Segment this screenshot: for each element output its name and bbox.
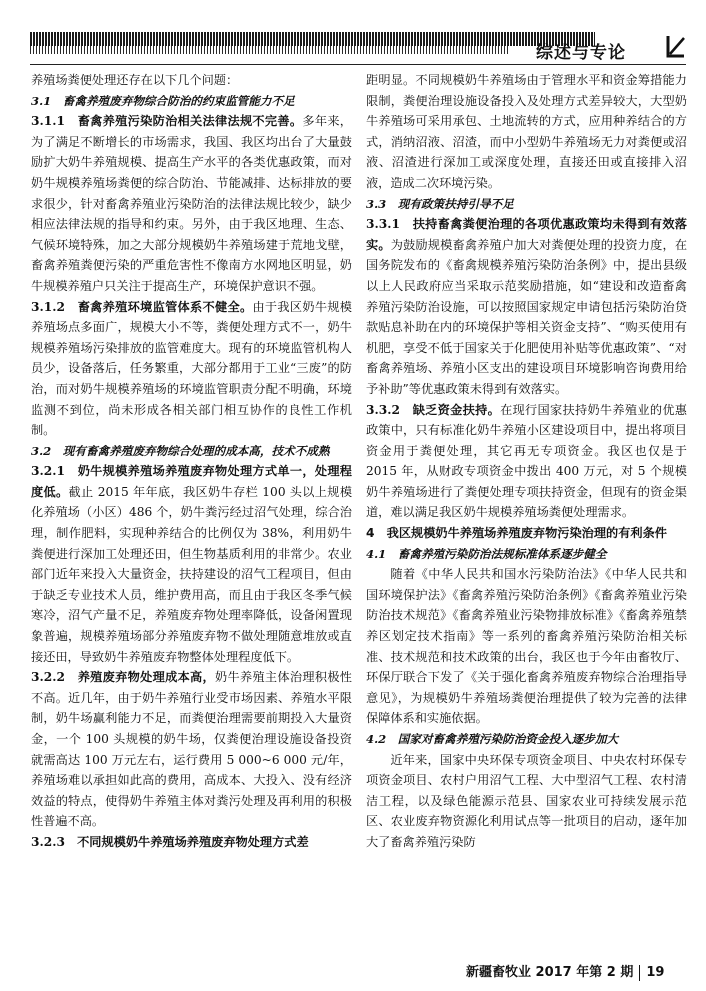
paragraph-3-2-2 bbox=[31, 667, 352, 832]
header-decor-bar bbox=[30, 32, 595, 46]
heading-4-2: 4.2 国家对畜禽养殖污染防治资金投入逐步加大 bbox=[366, 732, 619, 746]
text-3-3-2: 在现行国家扶持奶牛养殖业的优惠政策中，只有标准化奶牛养殖小区建设项目中，提出将项目资金用于粪便处理，其它再无专项资金。我区也仅是于 2015 年，从财政专项资金中拨出 400 万元，对 5 个规模奶牛养殖场进行了粪便处理专项扶持资金，但现有的资金渠道，难以满足我区奶牛规模养殖场粪便处理需求。 bbox=[366, 402, 687, 520]
paragraph-4-1: 随着《中华人民共和国水污染防治法》《中华人民共和国环境保护法》《畜禽养殖污染防治条例》《畜禽养殖业污染防治技术规范》《畜禽养殖业污染物排放标准》《畜禽养殖禁养区划定技术指南》等一系列的畜禽养殖污染防治相关标准、技术规范和技术政策的出台，我区也于今年由畜牧厅、环保厅联合下发了《关于强化畜禽养殖废弃物综合治理指导意见》，为规模奶牛养殖场粪便治理提供了较为完善的法律保障体系和实施依据。 bbox=[366, 567, 687, 726]
heading-3-1: 3.1 畜禽养殖废弃物综合防治的约束监管能力不足 bbox=[31, 93, 295, 108]
paragraph-3-2-3 bbox=[31, 832, 352, 853]
header-rule bbox=[30, 64, 686, 65]
label-3-1-2: 3.1.2 畜禽养殖环境监管体系不健全。 bbox=[31, 299, 253, 314]
paragraph-3-1-2 bbox=[31, 297, 352, 441]
text-3-1-2: 由于我区奶牛规模养殖场点多面广，规模大小不等，粪便处理方式不一，奶牛规模养殖场污染排放的监管难度大。现有的环境监管机构人员少，设备落后，任务繁重，大部分都用于工业“三废”的防治，而对奶牛规模养殖场的环境监管职责分配不明确，环境监测不到位，尚未形成各相关部门相互协作的良性工作机制。 bbox=[31, 299, 352, 438]
text-3-2-1: 截止 2015 年年底，我区奶牛存栏 100 头以上规模化养殖场（小区）486 个，奶牛粪污经过沼气处理，综合治理，制作肥料，实现种养结合的比例仅为 38%，利用奶牛粪便进行深加工处理还田，但生物基质利用的非常少。农业部门近年来投入大量资金，扶持建设的沼气工程项目，但由于缺乏专业技术人员，维护费用高，而且由于我区冬季气候寒冷，沼气产量不足，养殖废弃物处理率降低，设备闲置现象普遍，规模养殖场部分养殖废弃物不做处理随意堆放或直接还田，导致奶牛养殖废弃物整体处理程度低下。 bbox=[31, 484, 353, 664]
paragraph-3-3-2 bbox=[366, 400, 687, 524]
continued-paragraph: 距明显。不同规模奶牛养殖场由于管理水平和资金筹措能力限制，粪便治理设施设备投入及处理方式差异较大，大型奶牛养殖场可采用承包、土地流转的方式，应用种养结合的方式，消纳沼液、沼渣，而中小型奶牛养殖场无力对粪便或沼液、沼渣进行深加工或深度处理，直接还田或直接排入沼液，造成二次环境污染。 bbox=[366, 73, 687, 190]
label-3-3-1: 3.3.1 扶持畜禽粪便治理的各项优惠政策均未得到有效落实。 bbox=[366, 217, 687, 252]
left-column bbox=[31, 70, 352, 853]
paragraph-3-1-1 bbox=[31, 111, 352, 296]
journal-name: 新疆畜牧业 2017 年第 2 期 bbox=[466, 965, 634, 980]
heading-3-2: 3.2 现有畜禽养殖废弃物综合处理的成本高，技术不成熟 bbox=[31, 443, 330, 458]
heading-4-1: 4.1 畜禽养殖污染防治法规标准体系逐步健全 bbox=[366, 546, 607, 561]
label-3-2-3: 3.2.3 不同规模奶牛养殖场养殖废弃物处理方式差 bbox=[31, 834, 309, 849]
intro-paragraph: 养殖场粪便处理还存在以下几个问题： bbox=[31, 73, 239, 87]
section-title: 综述与专论 bbox=[536, 43, 626, 63]
text-3-2-2: 奶牛养殖主体治理积极性不高。近几年，由于奶牛养殖行业受市场因素、养殖水平限制，奶牛场赢利能力不足，而粪便治理需要前期投入大量资金，一个 100 头规模的奶牛场，仅粪便治理设施设备投资就需高达 100 万元左右，运行费用 5 000~6 000 元/年，养殖场难以承担如此高的费用，高成本、大投入、没有经济效益的特点，使得奶牛养殖主体对粪污处理及再利用的积极性普遍不高。 bbox=[31, 670, 352, 829]
right-column bbox=[366, 70, 687, 853]
text-3-3-1: 为鼓励规模畜禽养殖户加大对粪便处理的投资力度，在国务院发布的《畜禽规模养殖污染防治条例》中，提出县级以上人民政府应当采取示范奖励措施，如“建设和改造畜禽养殖污染防治设施，可以按照国家规定申请包括污染防治贷款贴息补助在内的环境保护等相关资金支持”、“购买使用有机肥，享受不低于国家关于化肥使用补贴等优惠政策”、“对畜禽养殖场、养殖小区支出的建设项目环境影响咨询费用给予补助”等优惠政策未得到有效落实。 bbox=[366, 237, 688, 396]
label-3-2-2: 3.2.2 养殖废弃物处理成本高， bbox=[31, 670, 215, 685]
label-3-3-2: 3.3.2 缺乏资金扶持。 bbox=[366, 402, 501, 417]
label-3-1-1: 3.1.1 畜禽养殖污染防治相关法律法规不完善。 bbox=[31, 114, 303, 129]
page-number: 19 bbox=[646, 965, 665, 980]
heading-3-3: 3.3 现有政策扶持引导不足 bbox=[366, 196, 514, 211]
header-decor-bar-lower bbox=[30, 46, 510, 54]
heading-4: 4 我区规模奶牛养殖场养殖废弃物污染治理的有利条件 bbox=[366, 526, 667, 541]
corner-logo-icon bbox=[664, 34, 688, 58]
paragraph-3-2-1 bbox=[31, 461, 352, 667]
paragraph-3-3-1 bbox=[366, 214, 687, 399]
text-3-1-1: 多年来，为了满足不断增长的市场需求，我国、我区均出台了大量鼓励扩大奶牛养殖规模、提高生产水平的各类优惠政策，而对奶牛规模养殖场粪便的综合防治、节能减排、达标排放的要求很少，针对畜禽养殖业污染防治的法律法规比较少，缺少相应法律法规的指导和约束。另外，由于我区地理、生态、气候环境特殊，加之大部分规模奶牛养殖场建于荒地戈壁，畜禽养殖粪便污染的严重危害性不像南方水网地区明显，奶牛规模养殖户只关注于提高生产，环境保护意识不强。 bbox=[31, 114, 352, 293]
footer-divider bbox=[639, 965, 640, 981]
label-3-2-1: 3.2.1 奶牛规模养殖场养殖废弃物处理方式单一，处理程度低。 bbox=[31, 464, 352, 499]
paragraph-4-2: 近年来，国家中央环保专项资金项目、中央农村环保专项资金项目、农村户用沼气工程、大中型沼气工程、农村清洁工程，以及绿色能源示范县、国家农业可持续发展示范区、农业废弃物资源化利用试点等一批项目的启动，逐年加大了畜禽养殖污染防 bbox=[366, 752, 687, 849]
page-footer bbox=[466, 961, 664, 981]
